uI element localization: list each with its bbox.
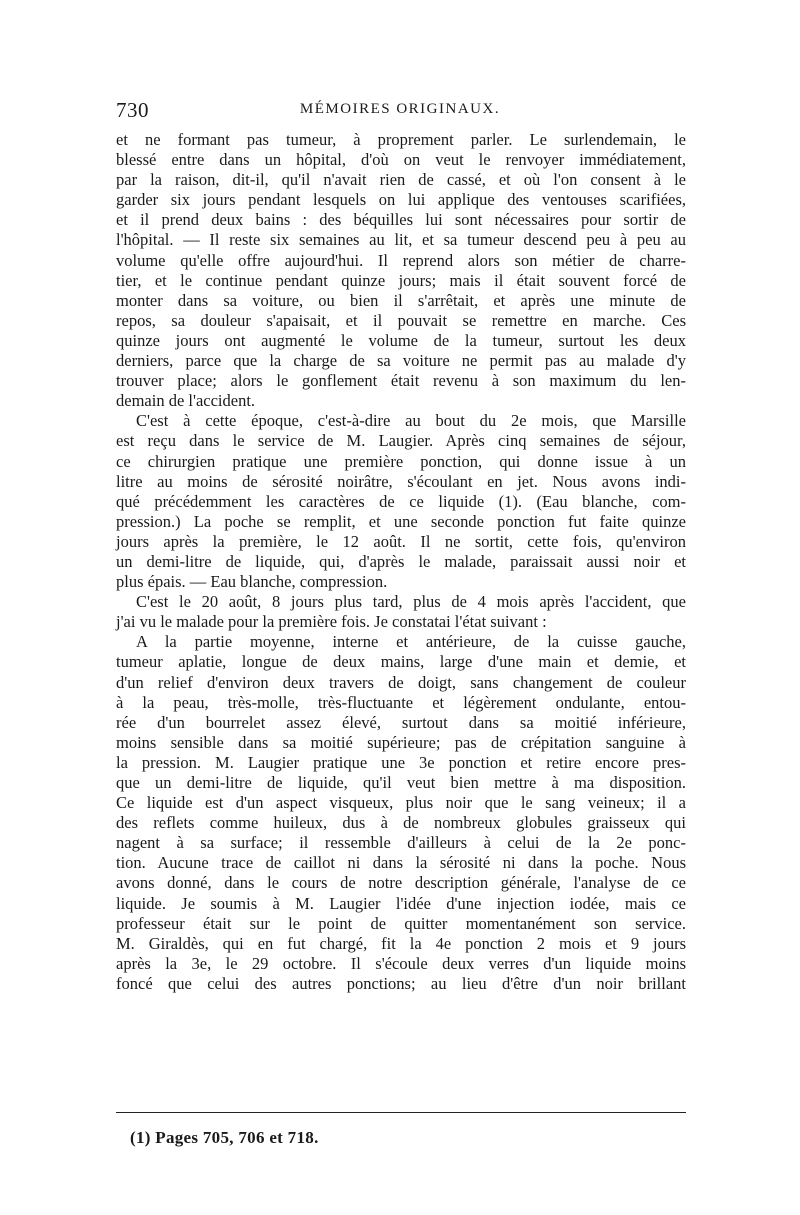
- text-line: Ce liquide est d'un aspect visqueux, plus noir que le sang veineux; il a: [116, 793, 686, 813]
- text-line: litre au moins de sérosité noirâtre, s'écoulant en jet. Nous avons indi-: [116, 471, 686, 491]
- text-line: repos, sa douleur s'apaisait, et il pouvait se remettre en marche. Ces: [116, 310, 686, 330]
- text-line: moins sensible dans sa moitié supérieure; pas de crépitation sanguine à: [116, 732, 686, 752]
- text-line: d'un relief d'environ deux travers de doigt, sans changement de couleur: [116, 672, 686, 692]
- text-line: derniers, parce que la charge de sa voiture ne permit pas au malade d'y: [116, 351, 686, 371]
- text-line: nagent à sa surface; il ressemble d'ailleurs à celui de la 2e ponc-: [116, 833, 686, 853]
- footnote: (1) Pages 705, 706 et 718.: [130, 1128, 319, 1147]
- text-line: monter dans sa voiture, ou bien il s'arrêtait, et après une minute de: [116, 290, 686, 310]
- text-line: j'ai vu le malade pour la première fois. Je constatai l'état suivant :: [116, 612, 547, 632]
- text-line: liquide. Je soumis à M. Laugier l'idée d'une injection iodée, mais ce: [116, 893, 686, 913]
- text-line: C'est à cette époque, c'est-à-dire au bout du 2e mois, que Marsille: [136, 411, 686, 431]
- text-line: tier, et le continue pendant quinze jours; mais il était souvent forcé de: [116, 270, 686, 290]
- body-text: [116, 130, 686, 994]
- text-line: volume qu'elle offre aujourd'hui. Il reprend alors son métier de charre-: [116, 250, 686, 270]
- footnote-rule: [116, 1112, 686, 1113]
- text-line: un demi-litre de liquide, qui, d'après le malade, paraissait aussi noir et: [116, 551, 686, 571]
- text-line: C'est le 20 août, 8 jours plus tard, plus de 4 mois après l'accident, que: [136, 592, 686, 612]
- text-line: qué précédemment les caractères de ce liquide (1). (Eau blanche, com-: [116, 491, 686, 511]
- text-line: et il prend deux bains : des béquilles lui sont nécessaires pour sortir de: [116, 210, 686, 230]
- text-line: après la 3e, le 29 octobre. Il s'écoule deux verres d'un liquide moins: [116, 953, 686, 973]
- text-line: pression.) La poche se remplit, et une seconde ponction fut faite quinze: [116, 511, 686, 531]
- text-line: trouver place; alors le gonflement était revenu à son maximum du len-: [116, 371, 686, 391]
- text-line: à la peau, très-molle, très-fluctuante et légèrement ondulante, entou-: [116, 692, 686, 712]
- text-line: professeur était sur le point de quitter momentanément son service.: [116, 913, 686, 933]
- text-line: par la raison, dit-il, qu'il n'avait rien de cassé, et où l'on consent à le: [116, 170, 686, 190]
- text-line: et ne formant pas tumeur, à proprement parler. Le surlendemain, le: [116, 130, 686, 149]
- page-number: 730: [116, 98, 149, 122]
- text-line: garder six jours pendant lesquels on lui applique des ventouses scarifiées,: [116, 190, 686, 210]
- text-line: jours après la première, le 12 août. Il ne sortit, cette fois, qu'environ: [116, 531, 686, 551]
- text-line: l'hôpital. — Il reste six semaines au lit, et sa tumeur descend peu à peu au: [116, 230, 686, 250]
- running-title: MÉMOIRES ORIGINAUX.: [299, 101, 501, 117]
- text-line: que un demi-litre de liquide, qu'il veut bien mettre à ma disposition.: [116, 773, 686, 792]
- text-line: avons donné, dans le cours de notre description générale, l'analyse de ce: [116, 873, 686, 893]
- text-line: des reflets comme huileux, dus à de nombreux globules graisseux qui: [116, 813, 686, 833]
- text-line: tumeur aplatie, longue de deux mains, large d'une main et demie, et: [116, 652, 686, 672]
- text-line: blessé entre dans un hôpital, d'où on veut le renvoyer immédiatement,: [116, 150, 686, 170]
- text-line: A la partie moyenne, interne et antérieure, de la cuisse gauche,: [136, 632, 686, 652]
- text-line: foncé que celui des autres ponctions; au lieu d'être d'un noir brillant: [116, 973, 686, 993]
- text-line: est reçu dans le service de M. Laugier. Après cinq semaines de séjour,: [116, 431, 686, 451]
- text-line: rée d'un bourrelet assez élevé, surtout dans sa moitié inférieure,: [116, 712, 686, 732]
- text-line: demain de l'accident.: [116, 391, 256, 411]
- text-line: quinze jours ont augmenté le volume de la tumeur, surtout les deux: [116, 330, 686, 350]
- text-line: ce chirurgien pratique une première ponction, qui donne issue à un: [116, 451, 686, 471]
- text-line: la pression. M. Laugier pratique une 3e ponction et retire encore pres-: [116, 752, 686, 772]
- text-line: tion. Aucune trace de caillot ni dans la sérosité ni dans la poche. Nous: [116, 853, 686, 873]
- text-line: M. Giraldès, qui en fut chargé, fit la 4e ponction 2 mois et 9 jours: [116, 933, 686, 953]
- text-line: plus épais. — Eau blanche, compression.: [116, 572, 388, 592]
